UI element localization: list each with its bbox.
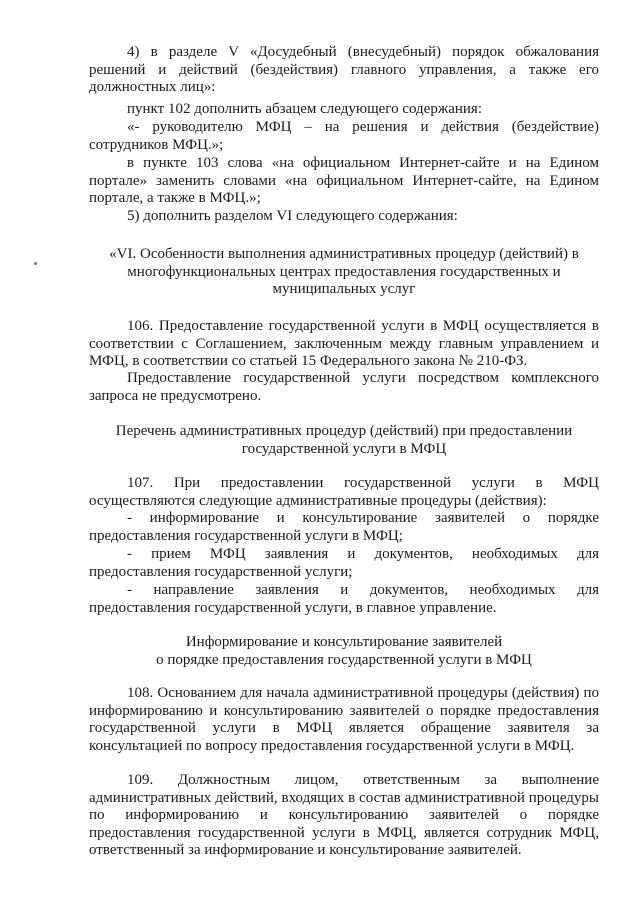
- subsection-heading-informing: [89, 634, 599, 669]
- subsection-heading-informing-line-2: о порядке предоставления государственной услуги в МФЦ: [156, 651, 532, 668]
- subsection-heading-procedures-line-1: Перечень административных процедур (действий) при предоставлении: [115, 423, 573, 439]
- scan-speck: [34, 262, 37, 265]
- paragraph-106-complex-request: Предоставление государственной услуги посредством комплексного запроса не предусмотрено.: [89, 370, 599, 404]
- bullet-informing-first-line: - информирование и консультирование заявителей о порядке: [127, 510, 599, 526]
- paragraph-item-4b: «- руководителю МФЦ – на решения и действия (бездействие) сотрудников МФЦ.»;: [89, 119, 599, 153]
- subsection-heading-informing-line-1: Информирование и консультирование заявителей: [185, 634, 503, 650]
- paragraph-item-4: [89, 44, 599, 97]
- section-title-line-2: многофункциональных центрах предоставления государственных и: [127, 263, 561, 280]
- item-4-continuation: решений и действий (бездействия) главного управления, а также его должностных лиц»:: [89, 61, 599, 96]
- bullet-reception-first-line: - прием МФЦ заявления и документов, необходимых для: [127, 546, 599, 562]
- bullet-reception-continuation: предоставления государственной услуги;: [89, 563, 353, 580]
- bullet-item-informing: [89, 510, 599, 545]
- subsection-heading-procedures-line-2: государственной услуги в МФЦ: [241, 440, 447, 457]
- paragraph-106: 106. Предоставление государственной услуги в МФЦ осуществляется в соответствии с Соглашением, заключенным между главным управлением и МФЦ, в соответствии со статьей 15 Федерального закона № 210-ФЗ.: [89, 318, 599, 370]
- bullet-item-reception: [89, 546, 599, 581]
- bullet-informing-continuation: предоставления государственной услуги в МФЦ;: [89, 527, 403, 544]
- section-title: [80, 246, 608, 299]
- bullet-item-sending: [89, 582, 599, 617]
- bullet-sending-continuation: предоставления государственной услуги, в главное управление.: [89, 599, 497, 616]
- section-title-line-3: муниципальных услуг: [272, 281, 416, 298]
- paragraph-109: 109. Должностным лицом, ответственным за выполнение административных действий, входящих в состав административной процедуры по информированию и консультированию заявителей о порядке предоставления государственной услуги в МФЦ, является сотрудник МФЦ, ответственный за информирование и консультирование заявителей.: [89, 772, 599, 859]
- bullet-sending-first-line: - направление заявления и документов, необходимых для: [127, 582, 599, 598]
- paragraph-item-4c: в пункте 103 слова «на официальном Интернет-сайте и на Едином портале» заменить словами «на официальном Интернет-сайте, на Едином портале, а также в МФЦ.»;: [89, 155, 599, 207]
- section-title-line-1: «VI. Особенности выполнения административных процедур (действий) в: [109, 246, 579, 262]
- paragraph-item-5: 5) дополнить разделом VI следующего содержания:: [127, 208, 458, 224]
- paragraph-107: 107. При предоставлении государственной услуги в МФЦ осуществляются следующие административные процедуры (действия):: [89, 475, 599, 509]
- item-4-first-line: 4) в разделе V «Досудебный (внесудебный) порядок обжалования: [127, 44, 599, 60]
- paragraph-108: 108. Основанием для начала административной процедуры (действия) по информированию и консультированию заявителей о порядке предоставления государственной услуги в МФЦ является обращение заявителя за консультацией по вопросу предоставления государственной услуги в МФЦ.: [89, 685, 599, 754]
- paragraph-item-4a: пункт 102 дополнить абзацем следующего содержания:: [127, 101, 482, 117]
- subsection-heading-procedures: [89, 423, 599, 458]
